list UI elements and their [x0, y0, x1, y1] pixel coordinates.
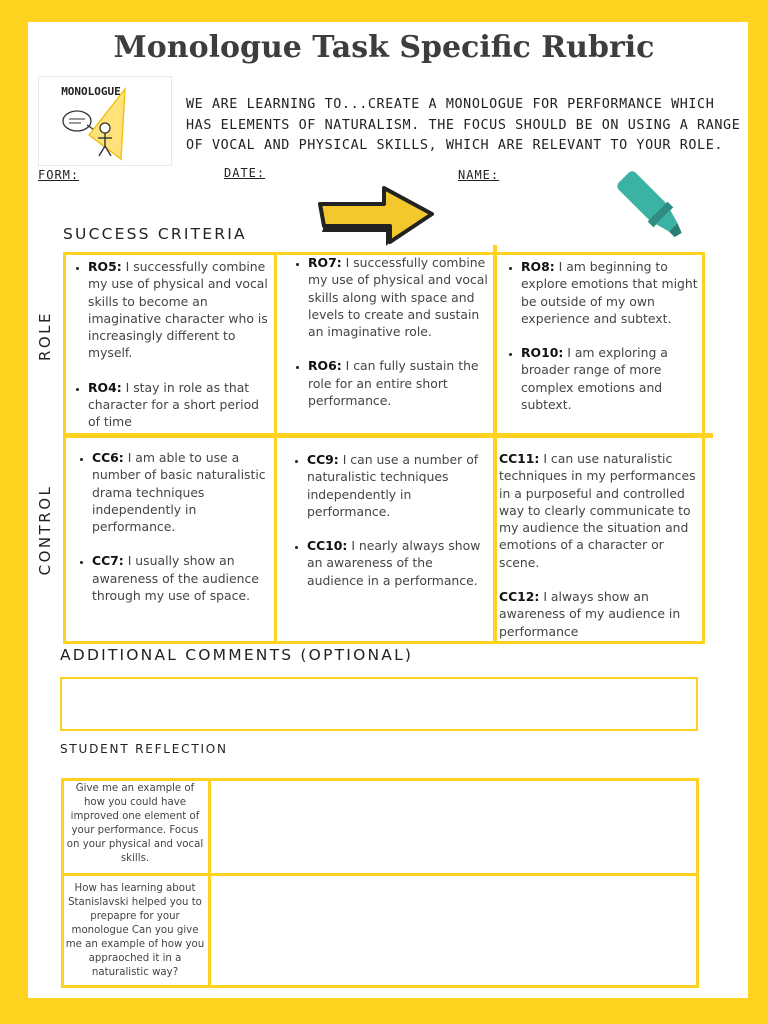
- monologue-logo: [38, 76, 172, 166]
- criterion-cc6: • CC6: I am able to use a number of basic naturalistic drama techniques independently in performance.: [92, 449, 270, 535]
- rubric-cell-control-3: [499, 450, 703, 657]
- rubric-cell-control-1: [70, 449, 270, 621]
- criterion-cc7: • CC7: I usually show an awareness of the audience through my use of space.: [92, 552, 270, 604]
- criterion-ro8: • RO8: I am beginning to explore emotions that might be outside of my own experience and subtext.: [521, 258, 699, 327]
- success-criteria-heading: SUCCESS CRITERIA: [63, 225, 247, 243]
- learning-intention: WE ARE LEARNING TO...CREATE A MONOLOGUE FOR PERFORMANCE WHICH HAS ELEMENTS OF NATURALISM. THE FOCUS SHOULD BE ON USING A RANGE OF VOCAL AND PHYSICAL SKILLS, WHICH ARE RELEVANT TO YOUR ROLE.: [186, 97, 741, 153]
- name-field-label: NAME:: [458, 168, 500, 182]
- additional-comments-heading: ADDITIONAL COMMENTS (OPTIONAL): [60, 646, 414, 664]
- highlighter-icon: [612, 166, 692, 246]
- additional-comments-box[interactable]: [60, 677, 698, 731]
- logo-label: MONOLOGUE: [61, 85, 121, 98]
- row-label-role: ROLE: [36, 310, 54, 362]
- date-field-label: DATE:: [224, 166, 266, 180]
- student-reflection-heading: STUDENT REFLECTION: [60, 742, 228, 756]
- row-label-control: CONTROL: [36, 484, 54, 576]
- right-arrow-icon: [316, 184, 436, 248]
- rubric-cell-role-2: [286, 254, 488, 426]
- criterion-cc10: • CC10: I nearly always show an awareness of the audience in a performance.: [307, 537, 491, 589]
- reflection-question-2: How has learning about Stanislavski helped you to prepapre for your monologue Can you give me an example of how you appraoched it in a naturalistic way?: [65, 883, 205, 978]
- reflection-question-1: Give me an example of how you could have improved one element of your performance. Focus on your physical and vocal skills.: [66, 783, 204, 864]
- form-field-label: FORM:: [38, 168, 80, 182]
- criterion-ro5: • RO5: I successfully combine my use of physical and vocal skills to become an imaginative character who is increasingly different to myself.: [88, 258, 270, 362]
- reflection-answer-1[interactable]: [212, 782, 695, 872]
- page-title: Monologue Task Specific Rubric: [113, 30, 655, 65]
- criterion-ro4: • RO4: I stay in role as that character for a short period of time: [88, 379, 270, 431]
- criterion-ro6: • RO6: I can fully sustain the role for an entire short performance.: [308, 357, 488, 409]
- criterion-cc11: CC11: I can use naturalistic techniques in my performances in a purposeful and controlled way to clearly communicate to my audience the situation and emotions of a character or scene.: [499, 451, 696, 570]
- reflection-answer-2[interactable]: [212, 877, 695, 984]
- performer-spotlight-icon: [39, 77, 171, 165]
- criterion-cc12: CC12: I always show an awareness of my audience in performance: [499, 589, 681, 639]
- rubric-cell-role-1: [66, 258, 270, 448]
- criterion-cc9: • CC9: I can use a number of naturalistic techniques independently in performance.: [307, 451, 491, 520]
- criterion-ro10: • RO10: I am exploring a broader range of more complex emotions and subtext.: [521, 344, 699, 413]
- rubric-cell-control-2: [285, 451, 491, 606]
- criterion-ro7: • RO7: I successfully combine my use of physical and vocal skills along with space and levels to create and sustain an imaginative role.: [308, 254, 488, 340]
- rubric-cell-role-3: [499, 258, 699, 430]
